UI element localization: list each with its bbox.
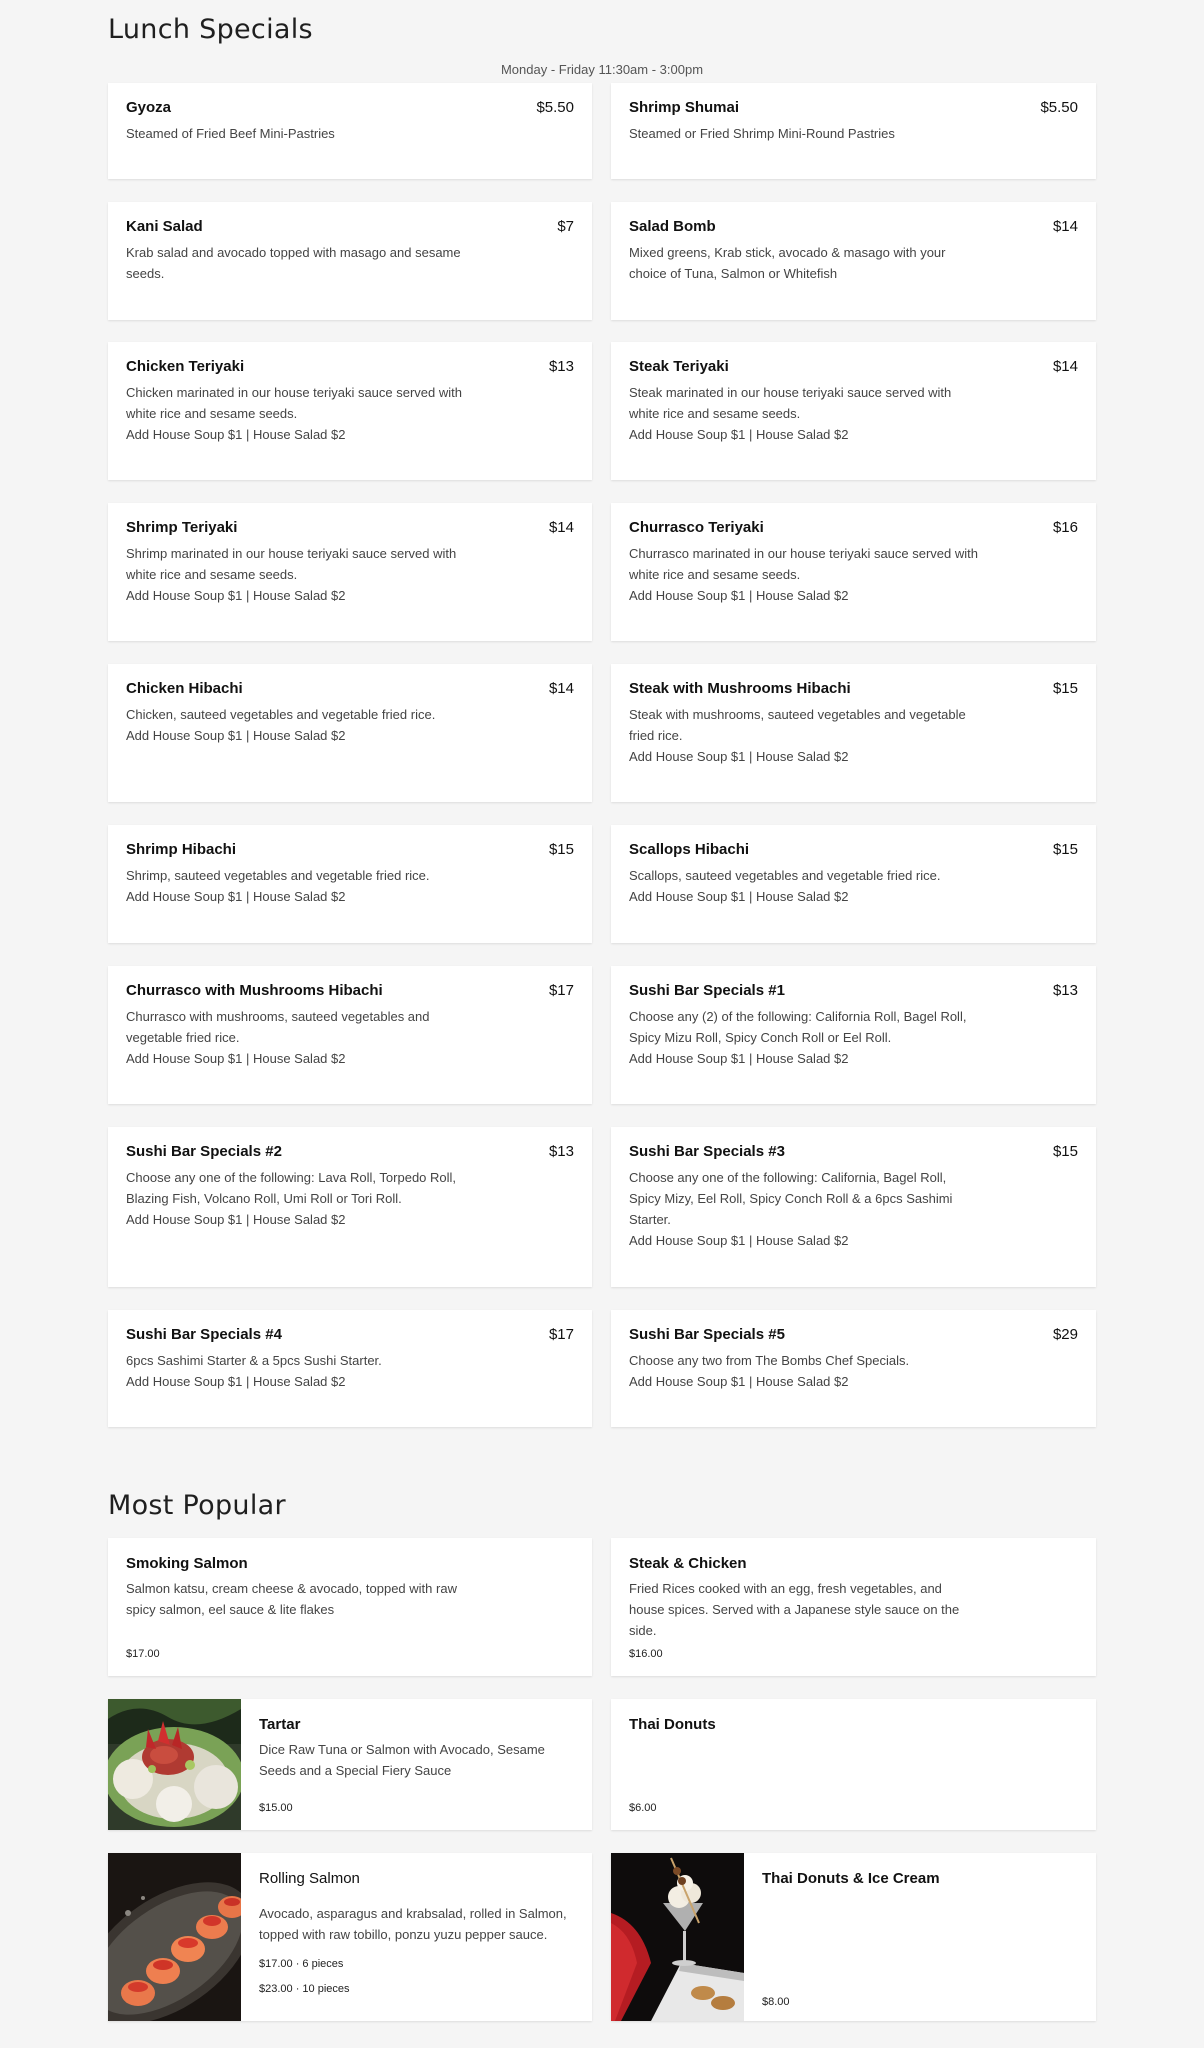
menu-item-card[interactable]: [611, 342, 1096, 480]
item-description: Krab salad and avocado topped with masago and sesame seeds.: [126, 245, 461, 281]
item-name: Chicken Teriyaki: [126, 358, 245, 375]
lunch-hours: Monday - Friday 11:30am - 3:00pm: [500, 62, 704, 77]
item-description: Choose any two from The Bombs Chef Specials.: [629, 1353, 910, 1368]
menu-item-card[interactable]: [108, 342, 592, 480]
item-description: Choose any (2) of the following: California Roll, Bagel Roll, Spicy Mizu Roll, Spicy Conch Roll or Eel Roll.: [629, 1009, 967, 1045]
item-price-alt: $23.00 · 10 pieces: [259, 1983, 350, 1995]
item-name: Churrasco with Mushrooms Hibachi: [126, 982, 383, 999]
item-description: Choose any one of the following: California, Bagel Roll, Spicy Mizy, Eel Roll, Spicy Conch Roll & a 6pcs Sashimi Starter.: [629, 1170, 953, 1227]
item-name: Steak Teriyaki: [629, 358, 729, 375]
menu-item-card[interactable]: [611, 825, 1096, 943]
item-name: Thai Donuts & Ice Cream: [762, 1870, 940, 1887]
item-addon: Add House Soup $1 | House Salad $2: [126, 1051, 346, 1066]
menu-item-card[interactable]: [611, 664, 1096, 802]
item-price: $14: [548, 680, 574, 697]
item-name: Gyoza: [126, 99, 172, 116]
rolling-salmon-photo: [108, 1853, 241, 2021]
item-name: Sushi Bar Specials #5: [629, 1326, 785, 1343]
item-description: Dice Raw Tuna or Salmon with Avocado, Sesame Seeds and a Special Fiery Sauce: [259, 1742, 545, 1778]
item-price: $16.00: [629, 1648, 663, 1660]
item-name: Rolling Salmon: [259, 1870, 360, 1887]
item-addon: Add House Soup $1 | House Salad $2: [629, 889, 849, 904]
item-name: Sushi Bar Specials #3: [629, 1143, 785, 1160]
item-price: $15: [1052, 680, 1078, 697]
menu-item-card[interactable]: [108, 1310, 592, 1427]
popular-item-card[interactable]: [611, 1538, 1096, 1676]
item-name: Shrimp Shumai: [629, 99, 740, 116]
menu-item-card[interactable]: [108, 966, 592, 1104]
item-description: Avocado, asparagus and krabsalad, rolled in Salmon, topped with raw tobillo, ponzu yuzu pepper sauce.: [259, 1906, 567, 1942]
item-price: $17.00: [126, 1648, 160, 1660]
item-price: $29: [1052, 1326, 1078, 1343]
item-price: $14: [1052, 218, 1078, 235]
item-name: Sushi Bar Specials #4: [126, 1326, 282, 1343]
menu-item-card[interactable]: [611, 966, 1096, 1104]
item-description: Scallops, sauteed vegetables and vegetable fried rice.: [629, 868, 941, 883]
menu-item-card[interactable]: [108, 503, 592, 641]
item-price: $17: [548, 982, 574, 999]
item-name: Chicken Hibachi: [126, 680, 243, 697]
item-price: $13: [1052, 982, 1078, 999]
popular-item-card[interactable]: [611, 1853, 1096, 2021]
menu-item-card[interactable]: [108, 825, 592, 943]
item-description: Choose any one of the following: Lava Roll, Torpedo Roll, Blazing Fish, Volcano Roll, Umi Roll or Tori Roll.: [126, 1170, 457, 1206]
item-addon: Add House Soup $1 | House Salad $2: [126, 588, 346, 603]
item-price: $13: [548, 1143, 574, 1160]
item-price: $8.00: [762, 1996, 790, 2008]
item-name: Scallops Hibachi: [629, 841, 750, 858]
menu-item-card[interactable]: [611, 1310, 1096, 1427]
item-price: $5.50: [1040, 99, 1078, 116]
item-addon: Add House Soup $1 | House Salad $2: [126, 728, 346, 743]
item-description: Mixed greens, Krab stick, avocado & masago with your choice of Tuna, Salmon or Whitefish: [629, 245, 946, 281]
item-price: $17: [548, 1326, 574, 1343]
item-description: Steamed of Fried Beef Mini-Pastries: [126, 126, 335, 141]
item-name: Sushi Bar Specials #2: [126, 1143, 282, 1160]
item-description: 6pcs Sashimi Starter & a 5pcs Sushi Starter.: [126, 1353, 382, 1368]
item-name: Steak with Mushrooms Hibachi: [629, 680, 851, 697]
item-price: $6.00: [629, 1802, 657, 1814]
item-description: Steamed or Fried Shrimp Mini-Round Pastries: [629, 126, 895, 141]
item-description: Shrimp marinated in our house teriyaki sauce served with white rice and sesame seeds.: [126, 546, 457, 582]
most-popular-title: Most Popular: [108, 1490, 286, 1521]
item-name: Sushi Bar Specials #1: [629, 982, 785, 999]
item-description: Steak marinated in our house teriyaki sauce served with white rice and sesame seeds.: [629, 385, 952, 421]
popular-item-card[interactable]: [611, 1699, 1096, 1830]
item-price: $13: [548, 358, 574, 375]
item-addon: Add House Soup $1 | House Salad $2: [629, 1374, 849, 1389]
item-name: Shrimp Teriyaki: [126, 519, 238, 536]
menu-item-card[interactable]: [108, 202, 592, 320]
item-name: Salad Bomb: [629, 218, 716, 235]
item-description: Chicken, sauteed vegetables and vegetable fried rice.: [126, 707, 436, 722]
item-name: Churrasco Teriyaki: [629, 519, 764, 536]
item-description: Shrimp, sauteed vegetables and vegetable fried rice.: [126, 868, 430, 883]
item-addon: Add House Soup $1 | House Salad $2: [126, 889, 346, 904]
item-name: Thai Donuts: [629, 1716, 716, 1733]
popular-item-card[interactable]: [108, 1699, 592, 1830]
item-price: $17.00 · 6 pieces: [259, 1958, 344, 1970]
item-addon: Add House Soup $1 | House Salad $2: [629, 427, 849, 442]
item-name: Steak & Chicken: [629, 1555, 747, 1572]
menu-item-card[interactable]: [611, 1127, 1096, 1287]
item-price: $14: [548, 519, 574, 536]
item-name: Tartar: [259, 1716, 301, 1733]
item-price: $7: [557, 218, 574, 235]
item-price: $5.50: [536, 99, 574, 116]
item-name: Kani Salad: [126, 218, 203, 235]
menu-item-card[interactable]: [611, 503, 1096, 641]
thai-donuts-ice-cream-photo: [611, 1853, 744, 2021]
menu-item-card[interactable]: [108, 1127, 592, 1287]
popular-item-card[interactable]: [108, 1538, 592, 1676]
item-name: Smoking Salmon: [126, 1555, 248, 1572]
item-description: Steak with mushrooms, sauteed vegetables and vegetable fried rice.: [629, 707, 966, 743]
tartar-photo: [108, 1699, 241, 1830]
item-addon: Add House Soup $1 | House Salad $2: [629, 1233, 849, 1248]
item-addon: Add House Soup $1 | House Salad $2: [126, 1374, 346, 1389]
item-price: $15: [1052, 841, 1078, 858]
item-addon: Add House Soup $1 | House Salad $2: [629, 1051, 849, 1066]
lunch-specials-title: Lunch Specials: [108, 14, 313, 45]
menu-item-card[interactable]: [108, 664, 592, 802]
item-description: Fried Rices cooked with an egg, fresh vegetables, and house spices. Served with a Japanese style sauce on the side.: [629, 1581, 960, 1638]
item-price: $15: [1052, 1143, 1078, 1160]
item-description: Churrasco marinated in our house teriyaki sauce served with white rice and sesame seeds.: [629, 546, 979, 582]
item-price: $15.00: [259, 1802, 293, 1814]
item-addon: Add House Soup $1 | House Salad $2: [126, 1212, 346, 1227]
menu-item-card[interactable]: [108, 83, 592, 179]
menu-item-card[interactable]: [611, 202, 1096, 320]
item-description: Chicken marinated in our house teriyaki sauce served with white rice and sesame seeds.: [126, 385, 463, 421]
item-description: Churrasco with mushrooms, sauteed vegetables and vegetable fried rice.: [126, 1009, 430, 1045]
item-addon: Add House Soup $1 | House Salad $2: [629, 588, 849, 603]
item-price: $15: [548, 841, 574, 858]
item-price: $14: [1052, 358, 1078, 375]
item-addon: Add House Soup $1 | House Salad $2: [629, 749, 849, 764]
item-addon: Add House Soup $1 | House Salad $2: [126, 427, 346, 442]
item-description: Salmon katsu, cream cheese & avocado, topped with raw spicy salmon, eel sauce & lite flakes: [126, 1581, 457, 1617]
menu-item-card[interactable]: [611, 83, 1096, 179]
popular-item-card[interactable]: [108, 1853, 592, 2021]
item-name: Shrimp Hibachi: [126, 841, 237, 858]
item-price: $16: [1052, 519, 1078, 536]
